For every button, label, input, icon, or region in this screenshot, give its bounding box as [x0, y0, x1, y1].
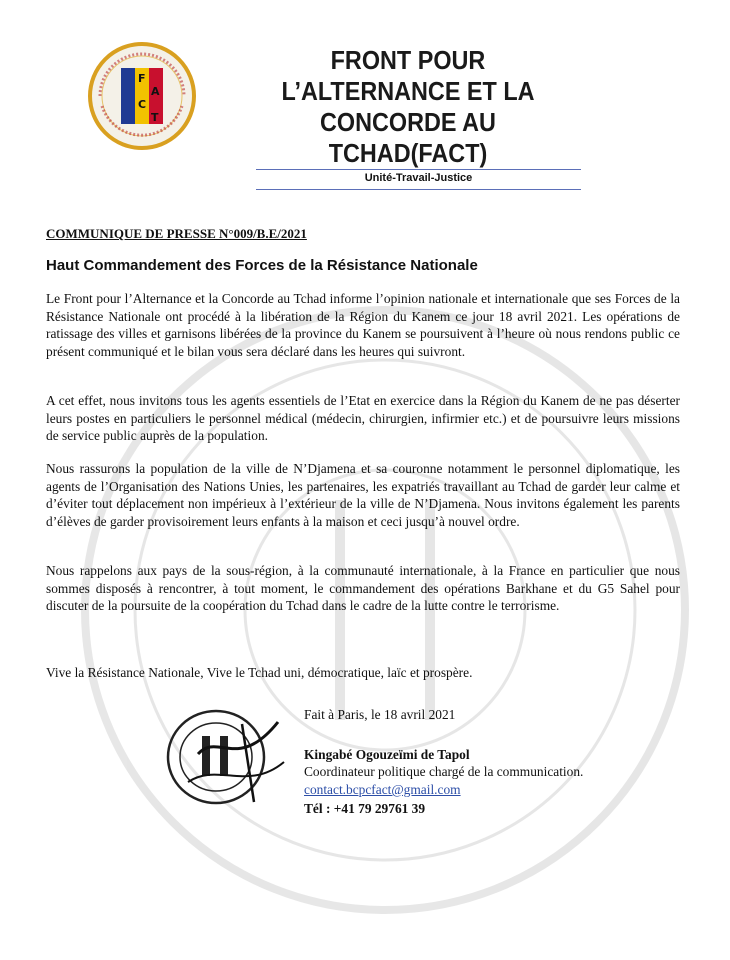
place-and-date: Fait à Paris, le 18 avril 2021: [304, 707, 456, 722]
org-title-line: CONCORDE AU: [320, 107, 496, 137]
header-rule-top: [256, 169, 581, 170]
paragraph: Nous rappelons aux pays de la sous-région, à la communauté internationale, à la France en particulier que nous sommes disposés à rencontrer, à tout moment, le commandement des opérations Barkhane et du G5 Sahel pour discuter de la poursuite de la coopération du Tchad dans le cadre de la lutte contre le terrorisme.: [46, 563, 680, 613]
phone-number: Tél : +41 79 29761 39: [304, 801, 426, 816]
contact-email-link[interactable]: contact.bcpcfact@gmail.com: [304, 782, 461, 797]
org-title-line: TCHAD(FACT): [328, 138, 488, 168]
paragraph: Le Front pour l’Alternance et la Concorde au Tchad informe l’opinion nationale et internationale que ses Forces de la Résistance Nationale ont procédé à la libération de la Région du Kanem ce jour 18 avril 2021. Les opérations de ratissage des villes et garnisons libérées de la province du Kanem se poursuivent à l’heure où nous rendons public ce présent communiqué et le bilan vous sera déclaré dans les heures qui suivront.: [46, 291, 680, 359]
communique-number: COMMUNIQUE DE PRESSE N°009/B.E/2021: [46, 226, 307, 241]
signer-name: Kingabé Ogouzeïmi de Tapol: [304, 747, 470, 762]
header-rule-bottom: [256, 189, 581, 190]
svg-text:C: C: [138, 98, 147, 111]
svg-text:A: A: [151, 85, 160, 98]
closing-slogan: Vive la Résistance Nationale, Vive le Tchad uni, démocratique, laïc et prospère.: [46, 665, 473, 680]
svg-text:T: T: [151, 111, 159, 124]
paragraph: A cet effet, nous invitons tous les agents essentiels de l’Etat en exercice dans la Région du Kanem de ne pas déserter leurs postes en particuliers le personnel médical (médecin, chirurgien, infirmier etc.) et de poursuivre leurs missions de service public auprès de la population.: [46, 393, 680, 443]
signature-stamp: [158, 702, 292, 812]
paragraph: Nous rassurons la population de la ville de N’Djamena et sa couronne notamment le personnel diplomatique, les agents de l’Organisation des Nations Unies, les partenaires, les expatriés travaillant au Tchad de garder leur calme et d’éviter tout déplacement non impérieux à l’extérieur de la ville de N’Djamena. Nous invitons également les parents d’élèves de garder provisoirement leurs enfants à la maison et ceci jusqu’à nouvel ordre.: [46, 461, 680, 529]
fact-logo: [88, 42, 196, 150]
communique-heading: Haut Commandement des Forces de la Résistance Nationale: [46, 257, 478, 274]
org-title-line: FRONT POUR: [330, 45, 486, 75]
svg-text:F: F: [138, 72, 146, 85]
motto: Unité-Travail-Justice: [364, 172, 473, 184]
org-title-line: L’ALTERNANCE ET LA: [281, 76, 535, 106]
signer-role: Coordinateur politique chargé de la communication.: [304, 764, 584, 779]
organization-title: [273, 45, 543, 169]
